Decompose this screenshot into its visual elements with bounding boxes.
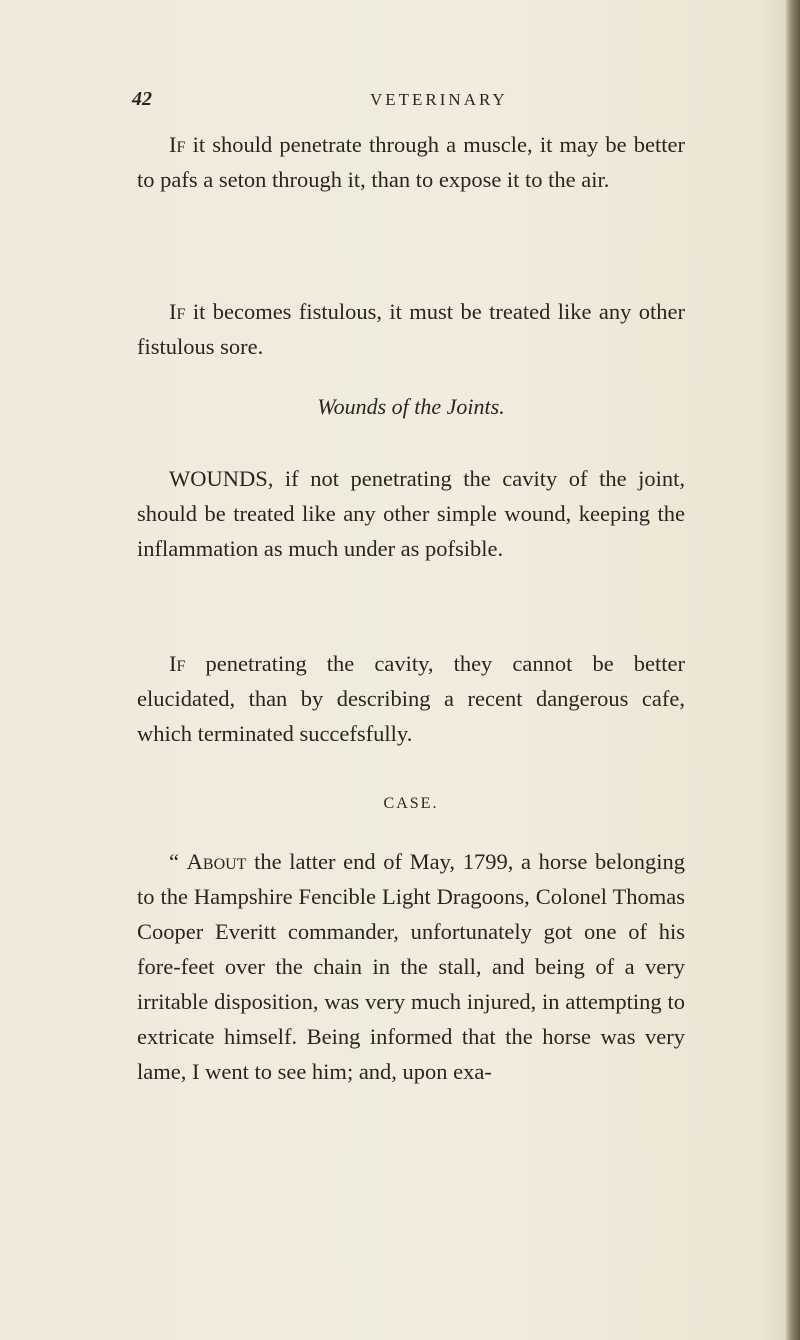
paragraph-penetrating: [137, 646, 685, 751]
paragraph-body: penetrating the cavity, they cannot be better elucidated, than by describing a recent dangerous cafe, which terminated succefsfully.: [137, 651, 685, 746]
paragraph-body: it should penetrate through a muscle, it may be better to pafs a seton through it, than to expose it to the air.: [137, 132, 685, 192]
paragraph-body: WOUNDS, if not penetrating the cavity of the joint, should be treated like any other simple wound, keeping the inflammation as much under as pofsible.: [137, 466, 685, 561]
paragraph-wounds: [137, 461, 685, 566]
paragraph-lead: If: [169, 132, 186, 157]
page-edge-shadow: [786, 0, 800, 1340]
paragraph-fistulous: [137, 294, 685, 364]
paragraph-lead: About: [186, 849, 247, 874]
page-number: 42: [132, 88, 152, 110]
page-header: [132, 88, 692, 118]
paragraph-body: it becomes fistulous, it must be treated like any other fistulous sore.: [137, 299, 685, 359]
paragraph-lead: If: [169, 651, 186, 676]
section-heading: Wounds of the Joints.: [317, 394, 505, 419]
running-head: VETERINARY: [370, 90, 508, 109]
paragraph-muscle: [137, 127, 685, 197]
case-heading: CASE.: [383, 795, 439, 812]
paragraph-lead: If: [169, 299, 186, 324]
paragraph-case: [137, 844, 685, 1089]
opening-quote: “: [169, 849, 179, 874]
paragraph-body: the latter end of May, 1799, a horse belonging to the Hampshire Fencible Light Dragoons, Colonel Thomas Cooper Everitt commander, unfortunately got one of his fore-feet over the chain in the stall, and being of a very irritable disposition, was very much injured, in attempting to extricate himself. Being informed that the horse was very lame, I went to see him; and, upon exa-: [137, 849, 685, 1084]
